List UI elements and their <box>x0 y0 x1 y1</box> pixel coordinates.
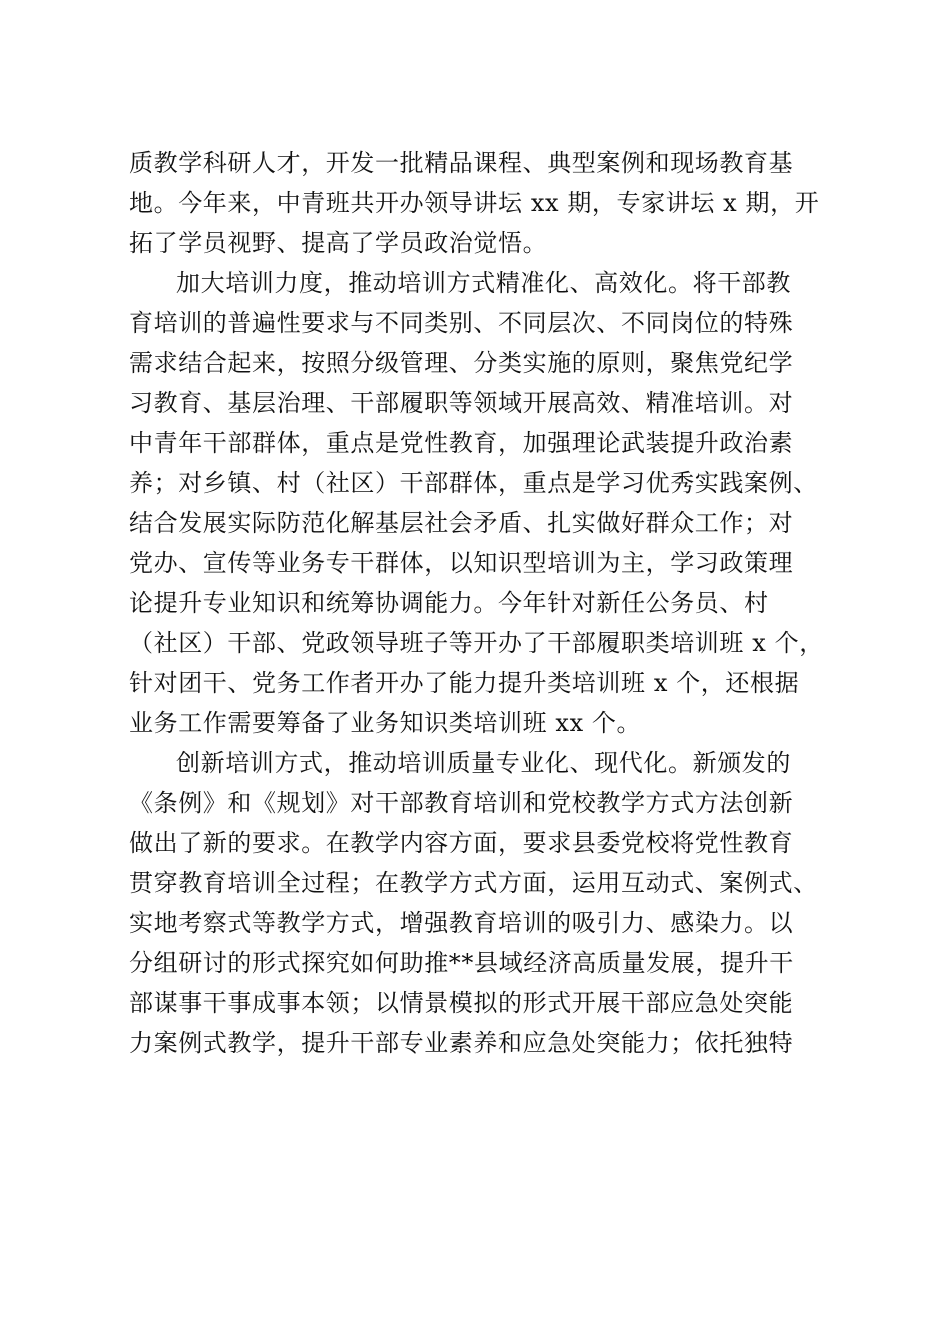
text-line: （社区）干部、党政领导班子等开办了干部履职类培训班 x 个， <box>129 629 824 657</box>
text-line: 习教育、基层治理、干部履职等领域开展高效、精准培训。对 <box>129 389 794 417</box>
text-line: 质教学科研人才，开发一批精品课程、典型案例和现场教育基 <box>129 149 794 177</box>
text-line: 中青年干部群体，重点是党性教育，加强理论武装提升政治素 <box>129 429 794 457</box>
text-line: 实地考察式等教学方式，增强教育培训的吸引力、感染力。以 <box>129 909 794 937</box>
text-line: 部谋事干事成事本领；以情景模拟的形式开展干部应急处突能 <box>129 989 794 1017</box>
text-line: 针对团干、党务工作者开办了能力提升类培训班 x 个，还根据 <box>129 669 800 697</box>
text-line: 《条例》和《规划》对干部教育培训和党校教学方式方法创新 <box>129 789 794 817</box>
paragraph-first-line: 加大培训力度，推动培训方式精准化、高效化。将干部教 <box>176 269 791 297</box>
text-line: 养；对乡镇、村（社区）干部群体，重点是学习优秀实践案例、 <box>129 469 818 497</box>
text-line: 拓了学员视野、提高了学员政治觉悟。 <box>129 229 548 257</box>
text-line: 需求结合起来，按照分级管理、分类实施的原则，聚焦党纪学 <box>129 349 794 377</box>
text-line: 论提升专业知识和统筹协调能力。今年针对新任公务员、村 <box>129 589 769 617</box>
text-line: 地。今年来，中青班共开办领导讲坛 xx 期，专家讲坛 x 期，开 <box>129 189 820 217</box>
body-text <box>129 143 829 1063</box>
text-line: 业务工作需要筹备了业务知识类培训班 xx 个。 <box>129 709 642 737</box>
text-line: 育培训的普遍性要求与不同类别、不同层次、不同岗位的特殊 <box>129 309 794 337</box>
text-line: 做出了新的要求。在教学内容方面，要求县委党校将党性教育 <box>129 829 794 857</box>
text-line: 党办、宣传等业务专干群体，以知识型培训为主，学习政策理 <box>129 549 794 577</box>
text-line: 力案例式教学，提升干部专业素养和应急处突能力；依托独特 <box>129 1029 794 1057</box>
text-line: 结合发展实际防范化解基层社会矛盾、扎实做好群众工作；对 <box>129 509 794 537</box>
text-line: 分组研讨的形式探究如何助推**县域经济高质量发展，提升干 <box>129 949 794 977</box>
text-line: 贯穿教育培训全过程；在教学方式方面，运用互动式、案例式、 <box>129 869 818 897</box>
paragraph-first-line: 创新培训方式，推动培训质量专业化、现代化。新颁发的 <box>176 749 791 777</box>
